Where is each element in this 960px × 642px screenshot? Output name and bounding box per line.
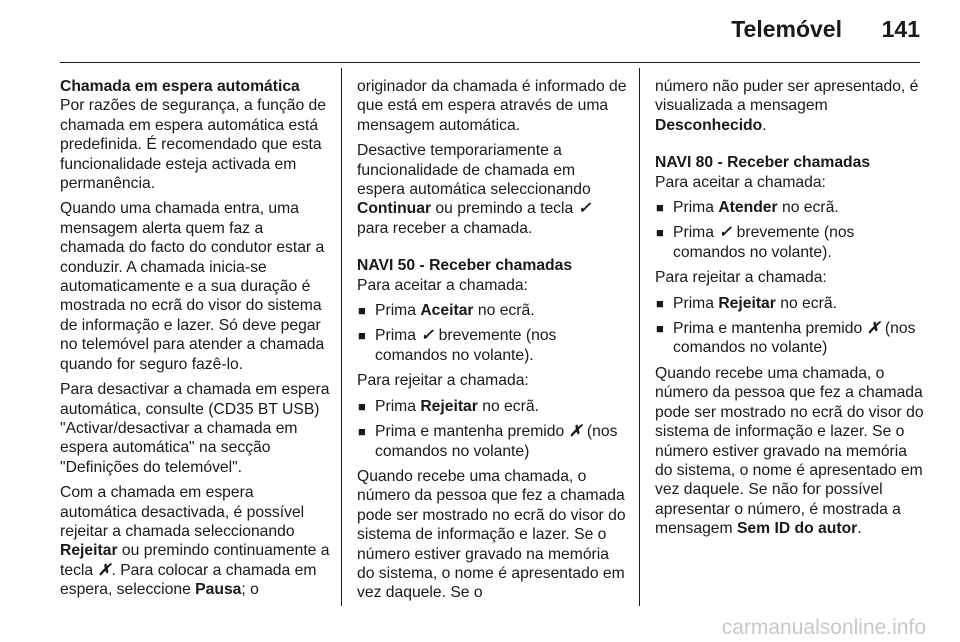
- header-rule: [60, 62, 920, 63]
- paragraph: Desactive temporariamente a funcionalidade de chamada em espera automática seleccionando Continuar ou premindo a tecla ✓ para receber a chamada.: [357, 142, 592, 237]
- paragraph: originador da chamada é informado de que está em espera através de uma mensagem automática.: [357, 78, 627, 134]
- paragraph: Para aceitar a chamada:: [357, 276, 528, 294]
- paragraph: Quando uma chamada entra, uma mensagem alerta quem faz a chamada do facto do condutor estar a conduzir. A chamada inicia-se automaticamente e a sua duração é mostrada no ecrã do visor do sistema de informação e lazer. Só deve pegar no telemóvel para atender a chamada quando for seguro fazê-lo.: [60, 200, 325, 373]
- paragraph: Para desactivar a chamada em espera automática, consulte (CD35 BT USB) "Activar/desactivar a chamada em espera automática" na secção "Definições do telemóvel".: [60, 381, 330, 476]
- column-divider-1: [341, 68, 342, 606]
- list-item: ■ Prima Rejeitar no ecrã.: [358, 397, 539, 415]
- list-item: ■ Prima e mantenha premido ✗ (nos comandos no volante): [358, 423, 618, 460]
- paragraph: Por razões de segurança, a função de chamada em espera automática está predefinida. É recomendado que esta funcionalidade esteja activada em permanência.: [60, 97, 326, 193]
- page-number: 141: [881, 16, 920, 42]
- column-1: [60, 77, 330, 606]
- bold-term: Pausa: [195, 581, 242, 599]
- square-bullet-icon: ■: [358, 328, 366, 344]
- section-heading-call-waiting: Chamada em espera automática: [60, 78, 300, 95]
- section-heading-navi50: NAVI 50 - Receber chamadas: [357, 257, 573, 275]
- bold-term: Desconhecido: [655, 116, 763, 134]
- paragraph: Para rejeitar a chamada:: [357, 372, 529, 390]
- paragraph: número não puder ser apresentado, é visualizada a mensagem Desconhecido.: [655, 78, 919, 134]
- bold-term: Continuar: [357, 200, 432, 218]
- paragraph: Para rejeitar a chamada:: [655, 269, 827, 287]
- list-item: ■ Prima Rejeitar no ecrã.: [656, 294, 837, 312]
- page-header: [0, 0, 960, 60]
- list-item: ■ Prima e mantenha premido ✗ (nos comandos no volante): [656, 320, 916, 357]
- list-item: ■ Prima Atender no ecrã.: [656, 199, 839, 217]
- phone-answer-icon: ✓: [578, 200, 592, 218]
- column-3: [655, 77, 925, 545]
- square-bullet-icon: ■: [656, 225, 664, 241]
- phone-hangup-icon: ✗: [569, 423, 583, 441]
- square-bullet-icon: ■: [358, 398, 366, 414]
- watermark: carmanualsonline.info: [721, 616, 926, 639]
- square-bullet-icon: ■: [656, 200, 664, 216]
- bold-term: Sem ID do autor: [736, 520, 858, 538]
- square-bullet-icon: ■: [358, 303, 366, 319]
- list-item: ■ Prima Aceitar no ecrã.: [358, 302, 535, 320]
- phone-answer-icon: ✓: [420, 327, 434, 345]
- list-item: ■ Prima ✓ brevemente (nos comandos no volante).: [358, 327, 557, 364]
- phone-answer-icon: ✓: [718, 224, 732, 242]
- column-divider-2: [639, 68, 640, 606]
- list-item: ■ Prima ✓ brevemente (nos comandos no volante).: [656, 224, 855, 261]
- phone-hangup-icon: ✗: [97, 561, 112, 579]
- paragraph: Quando recebe uma chamada, o número da pessoa que fez a chamada pode ser mostrado no ecrã do visor do sistema de informação e lazer. Se o número estiver gravado na memória do sistema, o nome é apresentado em vez daquele. Se o: [357, 467, 626, 602]
- bold-term: Rejeitar: [60, 542, 118, 560]
- phone-hangup-icon: ✗: [867, 320, 881, 338]
- section-heading-navi80: NAVI 80 - Receber chamadas: [655, 154, 871, 172]
- square-bullet-icon: ■: [358, 424, 366, 440]
- square-bullet-icon: ■: [656, 321, 664, 337]
- paragraph: Para aceitar a chamada:: [655, 173, 826, 191]
- paragraph: Com a chamada em espera automática desactivada, é possível rejeitar a chamada seleccionando Rejeitar ou premindo continuamente a tecla ✗. Para colocar a chamada em espera, seleccione Pausa; o: [60, 484, 330, 599]
- square-bullet-icon: ■: [656, 295, 664, 311]
- paragraph: Quando recebe uma chamada, o número da pessoa que fez a chamada pode ser mostrado no ecrã do visor do sistema de informação e lazer. Se o número estiver gravado na memória do sistema, o nome é apresentado em vez daquele. Se não for possível apresentar o número, é mostrada a mensagem Sem ID do autor.: [655, 364, 924, 538]
- column-2: [357, 77, 627, 609]
- page-title: Telemóvel: [731, 16, 842, 42]
